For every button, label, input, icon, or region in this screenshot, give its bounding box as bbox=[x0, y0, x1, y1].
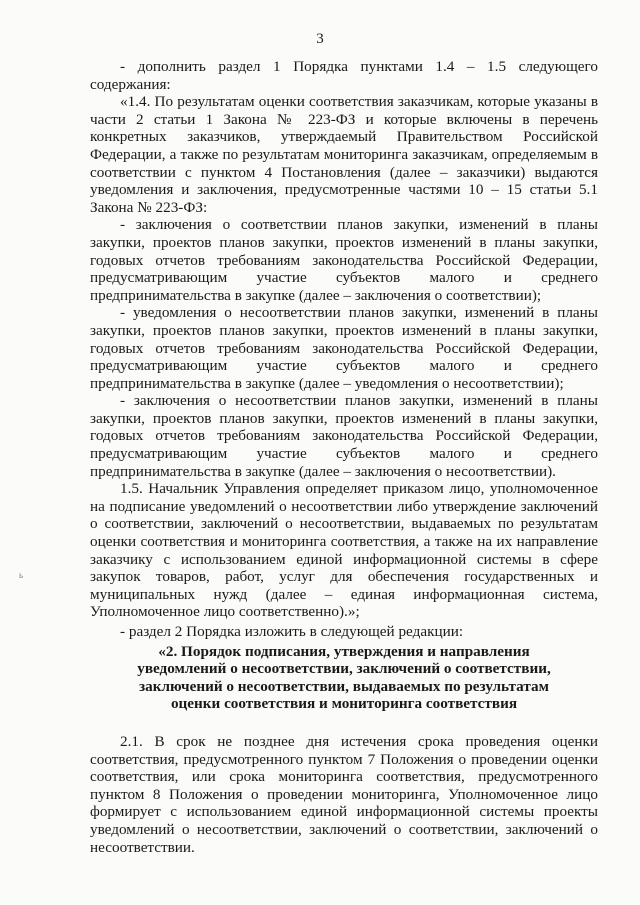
list-item-conclusion-noncompliance: - заключения о несоответствии планов закупки, изменений в планы закупки, проектов планов закупки, проектов изменений в планы закупки, годовых отчетов требованиям законодательства Российской Федерации, предусматривающим участие субъектов малого и среднего предпринимательства в закупке (далее – заключения о несоответствии). bbox=[90, 392, 598, 480]
page-number: 3 bbox=[316, 31, 324, 47]
paragraph-2-1: 2.1. В срок не позднее дня истечения срока проведения оценки соответствия, предусмотренного пунктом 7 Положения о проведении оценки соответствия, или срока мониторинга соответствия, предусмотренного пунктом 8 Положения о проведении мониторинга, Уполномоченное лицо формирует с использованием единой информационной системы проекты уведомлений о несоответствии, заключений о соответствии, заключений о несоответствии. bbox=[90, 732, 598, 856]
paragraph-section-2-intro: - раздел 2 Порядка изложить в следующей редакции: bbox=[120, 623, 464, 640]
list-item-conclusion-compliance: - заключения о соответствии планов закупки, изменений в планы закупки, проектов планов закупки, проектов изменений в планы закупки, годовых отчетов требованиям законодательства Российской Федерации, предусматривающим участие субъектов малого и среднего предпринимательства в закупке (далее – заключения о соответствии); bbox=[90, 216, 598, 304]
paragraph-intro: - дополнить раздел 1 Порядка пунктами 1.4 – 1.5 следующего содержания: bbox=[90, 58, 598, 93]
section-heading: «2. Порядок подписания, утверждения и направления уведомлений о несоответствии, заключений о соответствии, заключений о несоответствии, выдаваемых по результатам оценки соответствия и мониторинга соответствия bbox=[137, 642, 551, 713]
list-item-notice-noncompliance: - уведомления о несоответствии планов закупки, изменений в планы закупки, проектов планов закупки, проектов изменений в планы закупки, годовых отчетов требованиям законодательства Российской Федерации, предусматривающим участие субъектов малого и среднего предпринимательства в закупке (далее – уведомления о несоответствии); bbox=[90, 304, 598, 392]
paragraph-1-5: 1.5. Начальник Управления определяет приказом лицо, уполномоченное на подписание уведомлений о несоответствии либо утверждение заключений о соответствии, заключений о несоответствии, выдаваемых по результатам оценки соответствия и мониторинга соответствия, а также на их направление заказчику с использованием единой информационной системы в сфере закупок товаров, работ, услуг для обеспечения государственных и муниципальных нужд (далее – единая информационная система, Уполномоченное лицо соответственно).»; bbox=[90, 480, 598, 621]
margin-mark: ь bbox=[19, 570, 24, 580]
paragraph-1-4: «1.4. По результатам оценки соответствия заказчикам, которые указаны в части 2 статьи 1 Закона № 223-ФЗ и которые включены в перечень конкретных заказчиков, утверждаемый Правительством Российской Федерации, а также по результатам мониторинга заказчикам, определяемым в соответствии с пунктом 4 Постановления (далее – заказчики) выдаются уведомления и заключения, предусмотренные частями 10 – 15 статьи 5.1 Закона № 223-ФЗ: bbox=[90, 93, 598, 216]
document-body bbox=[90, 58, 598, 856]
